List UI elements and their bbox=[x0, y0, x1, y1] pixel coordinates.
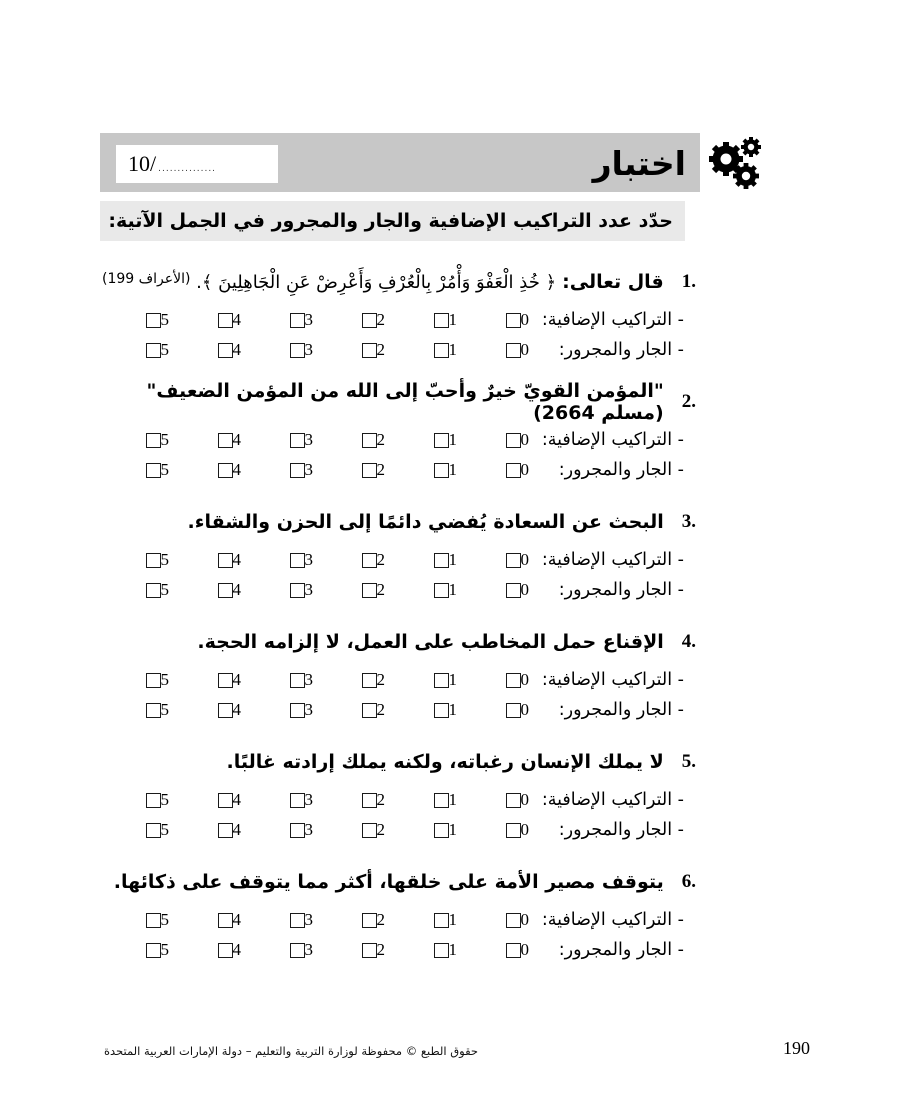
question-number: 2. bbox=[681, 391, 696, 412]
count-option-number: 4 bbox=[232, 460, 241, 479]
count-option-number: 2 bbox=[376, 580, 385, 599]
count-option bbox=[248, 460, 320, 480]
count-option-number: 4 bbox=[232, 790, 241, 809]
count-checkbox[interactable] bbox=[506, 943, 521, 958]
count-checkbox[interactable] bbox=[434, 943, 449, 958]
count-checkbox[interactable] bbox=[434, 823, 449, 838]
count-option bbox=[320, 580, 392, 600]
question-number: 4. bbox=[681, 631, 696, 652]
count-option-number: 2 bbox=[376, 820, 385, 839]
count-option-number: 4 bbox=[232, 550, 241, 569]
count-checkbox[interactable] bbox=[218, 433, 233, 448]
count-option bbox=[248, 940, 320, 960]
count-option bbox=[104, 580, 176, 600]
count-option-number: 3 bbox=[304, 340, 313, 359]
count-option-number: 1 bbox=[448, 310, 457, 329]
count-checkbox[interactable] bbox=[290, 913, 305, 928]
count-option-number: 4 bbox=[232, 580, 241, 599]
instruction-text: حدّد عدد التراكيب الإضافية والجار والمجرور في الجمل الآتية: bbox=[108, 210, 673, 232]
count-option-number: 4 bbox=[232, 340, 241, 359]
count-option-number: 2 bbox=[376, 910, 385, 929]
count-option bbox=[320, 340, 392, 360]
count-checkbox[interactable] bbox=[362, 913, 377, 928]
count-checkbox[interactable] bbox=[146, 433, 161, 448]
count-option-number: 0 bbox=[520, 820, 529, 839]
count-checkbox[interactable] bbox=[218, 583, 233, 598]
count-option-number: 0 bbox=[520, 790, 529, 809]
header-bar bbox=[100, 133, 700, 192]
count-option bbox=[464, 310, 536, 330]
count-checkbox[interactable] bbox=[218, 913, 233, 928]
count-option bbox=[104, 460, 176, 480]
idafa-count-row bbox=[100, 545, 700, 575]
count-option-number: 1 bbox=[448, 670, 457, 689]
count-option bbox=[392, 550, 464, 570]
count-option bbox=[464, 580, 536, 600]
count-option-number: 1 bbox=[448, 790, 457, 809]
count-option bbox=[104, 310, 176, 330]
count-option-number: 2 bbox=[376, 310, 385, 329]
count-checkbox[interactable] bbox=[434, 583, 449, 598]
count-option-number: 1 bbox=[448, 580, 457, 599]
jar-row-label: - الجار والمجرور: bbox=[558, 460, 684, 480]
jar-row-label: - الجار والمجرور: bbox=[558, 700, 684, 720]
question-number: 6. bbox=[681, 871, 696, 892]
score-input-box[interactable] bbox=[116, 145, 278, 183]
jar-count-row bbox=[100, 935, 700, 965]
count-checkbox[interactable] bbox=[218, 823, 233, 838]
count-option-number: 4 bbox=[232, 310, 241, 329]
count-checkbox[interactable] bbox=[434, 703, 449, 718]
count-checkbox[interactable] bbox=[290, 313, 305, 328]
question-text: يتوقف مصير الأمة على خلقها، أكثر مما يتوقف على ذكائها. bbox=[113, 871, 664, 893]
count-option bbox=[104, 940, 176, 960]
question-sentence-line bbox=[100, 739, 700, 785]
count-checkbox[interactable] bbox=[290, 343, 305, 358]
count-checkbox[interactable] bbox=[362, 583, 377, 598]
count-option-number: 1 bbox=[448, 550, 457, 569]
count-option-number: 3 bbox=[304, 700, 313, 719]
count-checkbox[interactable] bbox=[146, 343, 161, 358]
count-checkbox[interactable] bbox=[218, 463, 233, 478]
count-option-number: 3 bbox=[304, 550, 313, 569]
count-option bbox=[248, 580, 320, 600]
count-checkbox[interactable] bbox=[362, 703, 377, 718]
count-option-number: 3 bbox=[304, 820, 313, 839]
count-option-number: 3 bbox=[304, 580, 313, 599]
count-checkbox[interactable] bbox=[290, 583, 305, 598]
count-option bbox=[104, 790, 176, 810]
question-item bbox=[100, 499, 700, 605]
idafa-row-label: - التراكيب الإضافية: bbox=[541, 910, 684, 930]
count-option bbox=[176, 820, 248, 840]
jar-row-label: - الجار والمجرور: bbox=[558, 820, 684, 840]
count-option-number: 0 bbox=[520, 340, 529, 359]
idafa-count-row bbox=[100, 665, 700, 695]
count-checkbox[interactable] bbox=[218, 673, 233, 688]
jar-row-label: - الجار والمجرور: bbox=[558, 340, 684, 360]
count-checkbox[interactable] bbox=[434, 313, 449, 328]
count-option bbox=[392, 310, 464, 330]
count-checkbox[interactable] bbox=[290, 553, 305, 568]
count-checkbox[interactable] bbox=[146, 913, 161, 928]
citation-reference: (الأعراف 199) bbox=[102, 271, 191, 287]
count-checkbox[interactable] bbox=[362, 673, 377, 688]
count-checkbox[interactable] bbox=[506, 583, 521, 598]
question-item bbox=[100, 619, 700, 725]
count-option-number: 5 bbox=[160, 820, 169, 839]
count-checkbox[interactable] bbox=[434, 913, 449, 928]
question-text: لا يملك الإنسان رغباته، ولكنه يملك إرادته غالبًا. bbox=[226, 751, 664, 773]
count-checkbox[interactable] bbox=[434, 553, 449, 568]
count-checkbox[interactable] bbox=[506, 313, 521, 328]
jar-count-row bbox=[100, 455, 700, 485]
count-option-number: 3 bbox=[304, 430, 313, 449]
count-checkbox[interactable] bbox=[434, 793, 449, 808]
count-option bbox=[464, 790, 536, 810]
count-option bbox=[320, 820, 392, 840]
count-option-number: 1 bbox=[448, 700, 457, 719]
count-option-number: 5 bbox=[160, 580, 169, 599]
question-sentence-line bbox=[100, 619, 700, 665]
count-option-number: 2 bbox=[376, 550, 385, 569]
count-checkbox[interactable] bbox=[146, 463, 161, 478]
count-checkbox[interactable] bbox=[434, 673, 449, 688]
idafa-count-row bbox=[100, 785, 700, 815]
count-option-number: 4 bbox=[232, 820, 241, 839]
count-checkbox[interactable] bbox=[290, 463, 305, 478]
count-option-number: 5 bbox=[160, 940, 169, 959]
question-text: "المؤمن القويّ خيرٌ وأحبّ إلى الله من المؤمن الضعيف" (مسلم 2664) bbox=[146, 380, 664, 424]
count-option-number: 3 bbox=[304, 910, 313, 929]
question-item bbox=[100, 379, 700, 485]
score-prefix: 10/ bbox=[128, 151, 157, 176]
count-checkbox[interactable] bbox=[146, 583, 161, 598]
count-option bbox=[248, 820, 320, 840]
jar-count-row bbox=[100, 335, 700, 365]
count-option bbox=[176, 460, 248, 480]
jar-row-label: - الجار والمجرور: bbox=[558, 940, 684, 960]
count-option-number: 2 bbox=[376, 790, 385, 809]
content-area bbox=[100, 133, 700, 979]
question-sentence-line bbox=[100, 259, 700, 305]
count-option bbox=[248, 700, 320, 720]
count-option bbox=[392, 580, 464, 600]
count-option bbox=[464, 550, 536, 570]
idafa-row-label: - التراكيب الإضافية: bbox=[541, 670, 684, 690]
count-option bbox=[392, 940, 464, 960]
count-option bbox=[176, 700, 248, 720]
count-option-number: 3 bbox=[304, 670, 313, 689]
count-option-number: 0 bbox=[520, 430, 529, 449]
count-option bbox=[464, 700, 536, 720]
count-checkbox[interactable] bbox=[506, 793, 521, 808]
count-option bbox=[320, 670, 392, 690]
question-text: البحث عن السعادة يُفضي دائمًا إلى الحزن والشقاء. bbox=[187, 511, 664, 533]
count-checkbox[interactable] bbox=[290, 673, 305, 688]
count-option bbox=[392, 700, 464, 720]
count-option-number: 2 bbox=[376, 940, 385, 959]
count-checkbox[interactable] bbox=[506, 463, 521, 478]
count-option bbox=[464, 820, 536, 840]
count-option bbox=[464, 670, 536, 690]
count-option-number: 5 bbox=[160, 340, 169, 359]
count-option bbox=[392, 340, 464, 360]
count-option bbox=[176, 310, 248, 330]
count-option bbox=[392, 430, 464, 450]
count-option bbox=[248, 340, 320, 360]
idafa-count-row bbox=[100, 905, 700, 935]
count-option bbox=[320, 700, 392, 720]
idafa-row-label: - التراكيب الإضافية: bbox=[541, 430, 684, 450]
count-option-number: 3 bbox=[304, 310, 313, 329]
count-option-number: 4 bbox=[232, 910, 241, 929]
count-option bbox=[320, 790, 392, 810]
count-checkbox[interactable] bbox=[362, 343, 377, 358]
count-checkbox[interactable] bbox=[146, 943, 161, 958]
count-option-number: 2 bbox=[376, 700, 385, 719]
count-checkbox[interactable] bbox=[290, 433, 305, 448]
count-option bbox=[248, 310, 320, 330]
count-option bbox=[176, 910, 248, 930]
count-checkbox[interactable] bbox=[506, 433, 521, 448]
page-title: اختبار bbox=[592, 144, 686, 183]
count-option-number: 0 bbox=[520, 460, 529, 479]
count-checkbox[interactable] bbox=[506, 343, 521, 358]
count-option bbox=[320, 430, 392, 450]
count-option bbox=[320, 940, 392, 960]
jar-count-row bbox=[100, 695, 700, 725]
count-option bbox=[320, 310, 392, 330]
count-option-number: 0 bbox=[520, 910, 529, 929]
count-option-number: 5 bbox=[160, 910, 169, 929]
question-number: 5. bbox=[681, 751, 696, 772]
count-option bbox=[464, 340, 536, 360]
gears-icon bbox=[704, 132, 768, 194]
question-item bbox=[100, 259, 700, 365]
count-option-number: 2 bbox=[376, 460, 385, 479]
count-option-number: 4 bbox=[232, 700, 241, 719]
header bbox=[100, 133, 700, 192]
count-option bbox=[392, 670, 464, 690]
question-sentence-line bbox=[100, 859, 700, 905]
score-dotted-line: ............... bbox=[158, 164, 217, 174]
count-option-number: 1 bbox=[448, 820, 457, 839]
count-option bbox=[104, 820, 176, 840]
count-option bbox=[464, 460, 536, 480]
count-option bbox=[176, 430, 248, 450]
count-checkbox[interactable] bbox=[290, 823, 305, 838]
count-checkbox[interactable] bbox=[362, 793, 377, 808]
count-checkbox[interactable] bbox=[146, 793, 161, 808]
count-checkbox[interactable] bbox=[434, 343, 449, 358]
count-option-number: 4 bbox=[232, 940, 241, 959]
count-option-number: 3 bbox=[304, 790, 313, 809]
count-option bbox=[104, 700, 176, 720]
idafa-row-label: - التراكيب الإضافية: bbox=[541, 790, 684, 810]
jar-count-row bbox=[100, 815, 700, 845]
count-option bbox=[104, 910, 176, 930]
question-number: 1. bbox=[681, 271, 696, 292]
quran-verse-text: ﴿ خُذِ الْعَفْوَ وَأْمُرْ بِالْعُرْفِ وَأَعْرِضْ عَنِ الْجَاهِلِينَ ﴾. bbox=[196, 271, 557, 293]
count-option bbox=[320, 550, 392, 570]
count-option bbox=[176, 550, 248, 570]
count-checkbox[interactable] bbox=[146, 673, 161, 688]
count-option-number: 0 bbox=[520, 580, 529, 599]
count-option-number: 5 bbox=[160, 670, 169, 689]
count-checkbox[interactable] bbox=[362, 313, 377, 328]
count-checkbox[interactable] bbox=[146, 313, 161, 328]
count-checkbox[interactable] bbox=[506, 823, 521, 838]
count-checkbox[interactable] bbox=[362, 433, 377, 448]
count-option-number: 1 bbox=[448, 340, 457, 359]
question-item bbox=[100, 739, 700, 845]
count-option bbox=[392, 910, 464, 930]
count-checkbox[interactable] bbox=[434, 463, 449, 478]
idafa-row-label: - التراكيب الإضافية: bbox=[541, 310, 684, 330]
count-option bbox=[248, 550, 320, 570]
idafa-count-row bbox=[100, 425, 700, 455]
count-checkbox[interactable] bbox=[218, 553, 233, 568]
count-checkbox[interactable] bbox=[506, 673, 521, 688]
count-option-number: 3 bbox=[304, 940, 313, 959]
count-checkbox[interactable] bbox=[218, 343, 233, 358]
count-option-number: 1 bbox=[448, 430, 457, 449]
count-checkbox[interactable] bbox=[218, 313, 233, 328]
count-checkbox[interactable] bbox=[146, 703, 161, 718]
count-checkbox[interactable] bbox=[218, 793, 233, 808]
count-checkbox[interactable] bbox=[146, 823, 161, 838]
count-option-number: 2 bbox=[376, 340, 385, 359]
count-option-number: 4 bbox=[232, 670, 241, 689]
count-option bbox=[176, 670, 248, 690]
count-checkbox[interactable] bbox=[506, 703, 521, 718]
count-option-number: 0 bbox=[520, 670, 529, 689]
count-option bbox=[320, 460, 392, 480]
count-option bbox=[464, 940, 536, 960]
count-option bbox=[248, 670, 320, 690]
count-option bbox=[176, 790, 248, 810]
count-checkbox[interactable] bbox=[290, 793, 305, 808]
count-option bbox=[176, 940, 248, 960]
count-option-number: 1 bbox=[448, 460, 457, 479]
count-option bbox=[104, 340, 176, 360]
count-checkbox[interactable] bbox=[218, 943, 233, 958]
count-option-number: 5 bbox=[160, 430, 169, 449]
count-option bbox=[392, 790, 464, 810]
count-option bbox=[248, 910, 320, 930]
jar-count-row bbox=[100, 575, 700, 605]
idafa-row-label: - التراكيب الإضافية: bbox=[541, 550, 684, 570]
count-option bbox=[248, 430, 320, 450]
question-list bbox=[100, 259, 700, 965]
count-option-number: 0 bbox=[520, 310, 529, 329]
count-option-number: 5 bbox=[160, 550, 169, 569]
count-option bbox=[464, 910, 536, 930]
count-checkbox[interactable] bbox=[290, 943, 305, 958]
footer-page-number: 190 bbox=[783, 1038, 810, 1058]
count-option bbox=[392, 460, 464, 480]
count-option bbox=[104, 430, 176, 450]
footer-copyright: حقوق الطبع © محفوظة لوزارة التربية والتعليم – دولة الإمارات العربية المتحدة bbox=[104, 1044, 479, 1058]
count-option-number: 1 bbox=[448, 910, 457, 929]
count-checkbox[interactable] bbox=[506, 553, 521, 568]
count-option-number: 5 bbox=[160, 310, 169, 329]
idafa-count-row bbox=[100, 305, 700, 335]
count-option-number: 5 bbox=[160, 460, 169, 479]
question-sentence-line bbox=[100, 379, 700, 425]
count-option bbox=[104, 550, 176, 570]
count-option bbox=[248, 790, 320, 810]
question-item bbox=[100, 859, 700, 965]
count-option-number: 4 bbox=[232, 430, 241, 449]
count-checkbox[interactable] bbox=[506, 913, 521, 928]
count-option-number: 5 bbox=[160, 790, 169, 809]
count-checkbox[interactable] bbox=[362, 823, 377, 838]
count-checkbox[interactable] bbox=[362, 943, 377, 958]
count-option-number: 0 bbox=[520, 550, 529, 569]
jar-row-label: - الجار والمجرور: bbox=[558, 580, 684, 600]
count-option bbox=[104, 670, 176, 690]
count-option bbox=[320, 910, 392, 930]
count-checkbox[interactable] bbox=[434, 433, 449, 448]
count-option bbox=[464, 430, 536, 450]
count-option-number: 0 bbox=[520, 940, 529, 959]
count-checkbox[interactable] bbox=[146, 553, 161, 568]
question-number: 3. bbox=[681, 511, 696, 532]
count-option-number: 1 bbox=[448, 940, 457, 959]
count-option bbox=[176, 580, 248, 600]
count-option-number: 5 bbox=[160, 700, 169, 719]
count-option-number: 2 bbox=[376, 430, 385, 449]
count-option bbox=[392, 820, 464, 840]
question-text: قال تعالى: bbox=[562, 271, 664, 293]
count-checkbox[interactable] bbox=[290, 703, 305, 718]
question-text: الإقناع حمل المخاطب على العمل، لا إلزامه الحجة. bbox=[197, 631, 664, 653]
count-checkbox[interactable] bbox=[362, 463, 377, 478]
count-option-number: 0 bbox=[520, 700, 529, 719]
count-option bbox=[176, 340, 248, 360]
count-option-number: 3 bbox=[304, 460, 313, 479]
instruction-bar bbox=[100, 201, 685, 241]
question-sentence-line bbox=[100, 499, 700, 545]
count-checkbox[interactable] bbox=[362, 553, 377, 568]
count-checkbox[interactable] bbox=[218, 703, 233, 718]
count-option-number: 2 bbox=[376, 670, 385, 689]
